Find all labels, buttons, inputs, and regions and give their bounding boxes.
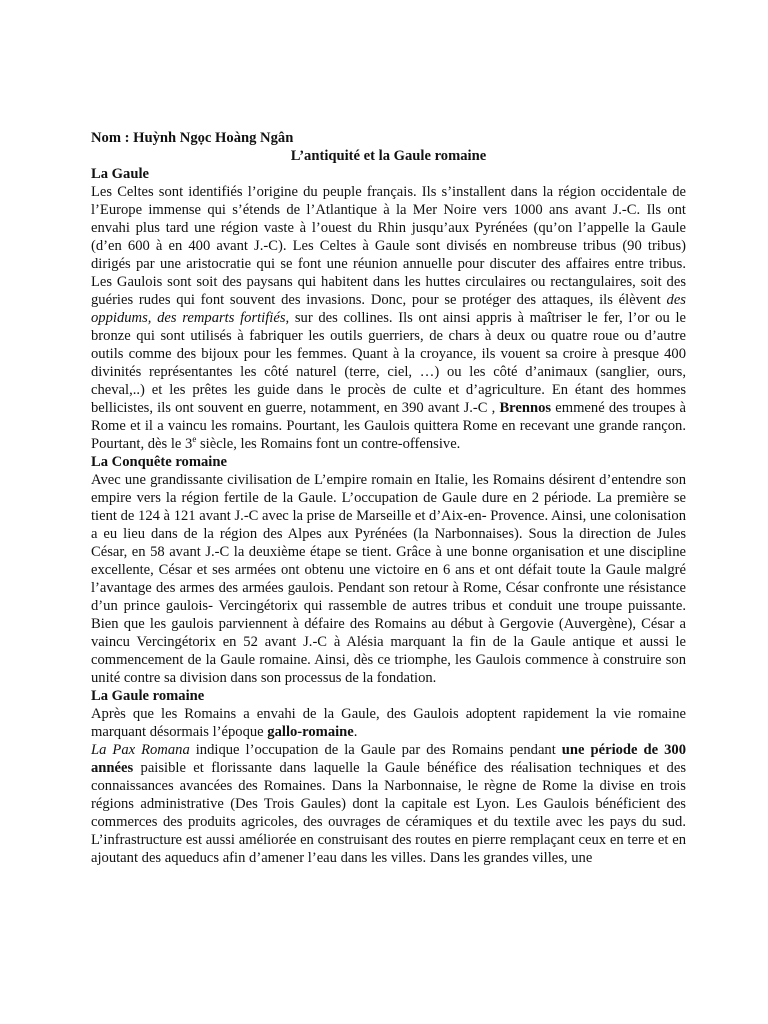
paragraph-la-gaule	[91, 183, 686, 453]
text-run: .	[353, 724, 358, 740]
paragraph-pax-romana	[91, 741, 686, 867]
author-line: Nom : Huỳnh Ngọc Hoàng Ngân	[91, 130, 294, 146]
paragraph-gaule-romaine-intro	[91, 705, 686, 741]
bold-text-run: Brennos	[499, 400, 552, 416]
section-heading-gaule-romaine: La Gaule romaine	[91, 688, 205, 704]
document-title: L’antiquité et la Gaule romaine	[290, 148, 487, 164]
text-run: Après que les Romains a envahi de la Gaule, des Gaulois adoptent rapidement la vie romaine marquant désormais l’époque	[91, 706, 686, 740]
text-run: sur des collines. Ils ont ainsi appris à maîtriser le fer, l’or ou le bronze qui sont utilisés à fabriquer les outils guerriers, de chars à deux ou quatre roue ou d’autre outils comme des bijoux pour les femmes. Quant à la croyance, ils vouent sa croire à presque 400 divinités représentantes les côté naturel (terre, ciel, …) ou les côté d’animaux (sanglier, ours, cheval,..) et les prêtes les guide dans le procès de culte et d’agriculture. En étant des hommes bellicistes, ils ont souvent en guerre, notamment, en 390 avant J.-C ,	[91, 310, 686, 416]
text-run: emmené des troupes à Rome et il a vaincu les romains. Pourtant, les Gaulois quittera Rome en recevant une grande rançon. Pourtant, dès le 3	[91, 400, 687, 452]
paragraph-conquete-romaine: Avec une grandissante civilisation de L’empire romain en Italie, les Romains désirent d’entendre son empire vers la région fertile de la Gaule. L’occupation de Gaule dure en 2 période. La première se tient de 124 à 121 avant J.-C avec la prise de Marseille et d’Aix-en- Provence. Ainsi, une colonisation a eu lieu dans de la région des Alpes aux Pyrénées (la Narbonnaises). Sous la direction de Jules César, en 58 avant J.-C la deuxième étape se tient. Grâce à une bonne organisation et une discipline excellente, César et ses armées ont obtenu une victoire en 6 ans et ont défait toute la Gaule malgré l’avantage des armes des armées gaulois. Pendant son retour à Rome, César confronte une résistance d’un prince gaulois- Vercingétorix qui rassemble de autres tribus et conduit une troupe puissante. Bien que les gaulois parviennent à défaire des Romains au début à Gergovie (Auvergène), César a vaincu Vercingétorix en 52 avant J.-C à Alésia marquant la fin de la Gaule antique et aussi le commencement de la Gaule romaine. Ainsi, dès ce triomphe, les Gaulois commence à construire son unité contre sa division dans son processus de la fondation.	[91, 472, 686, 686]
italic-text-run: La Pax Romana	[91, 742, 190, 758]
bold-text-run: une période de 300 années	[91, 742, 687, 776]
text-run: Les Celtes sont identifiés l’origine du peuple français. Ils s’installent dans la région occidentale de l’Europe immense qui s’étends de l’Atlantique à la Mer Noire vers 1000 ans avant J.-C. Ils ont envahi plus tard une région vaste à l’ouest du Rhin jusqu’aux Pyrénées (qu’on l’appelle la Gaule (d’en 600 à en 400 avant J.-C). Les Celtes à Gaule sont divisés en nombreuse tribus (90 tribus) dirigés par une aristocratie qui se font une réunion annuelle pour discuter des affaires entre tribus. Les Gaulois sont soit des paysans qui habitent dans les huttes circulaires ou rectangulaires, soit des guéries rudes qui font souvent des invasions. Donc, pour se protéger des attaques, ils élèvent	[91, 184, 686, 308]
text-run: siècle, les Romains font un contre-offensive.	[196, 436, 461, 452]
superscript: e	[192, 434, 197, 445]
text-run: indique l’occupation de la Gaule par des Romains pendant	[189, 742, 562, 758]
section-heading-conquete-romaine: La Conquête romaine	[91, 454, 227, 470]
italic-text-run: des oppidums, des remparts fortifiés,	[91, 292, 686, 326]
text-run: paisible et florissante dans laquelle la Gaule bénéfice des réalisation techniques et des connaissances avancées des Romaines. Dans la Narbonnaise, le règne de Rome la divise en trois régions administrative (Des Trois Gaules) dont la capitale est Lyon. Les Gaulois bénéficient des commerces des produits agricoles, des ouvrages de céramiques et du textile avec les pays du sud. L’infrastructure est aussi améliorée en construisant des routes en pierre remplaçant ceux en terre et en ajoutant des aqueducs afin d’amener l’eau dans les villes. Dans les grandes villes, une	[91, 760, 686, 866]
document-body	[91, 129, 686, 867]
bold-text-run: gallo-romaine	[267, 724, 354, 740]
section-heading-la-gaule: La Gaule	[91, 166, 149, 182]
